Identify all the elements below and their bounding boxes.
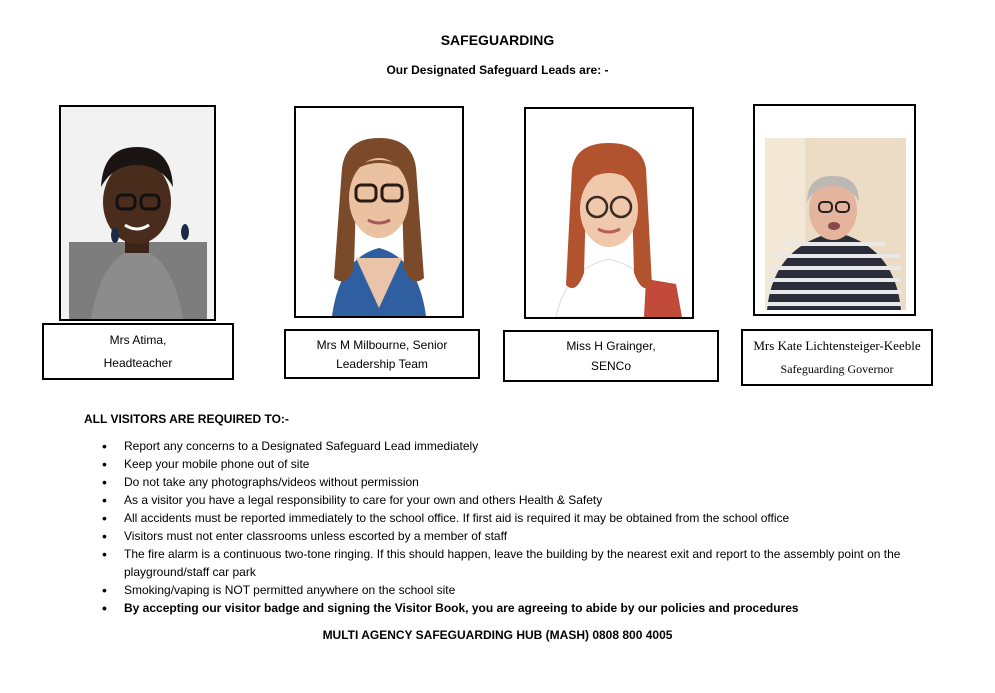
lead-caption-milbourne	[284, 329, 480, 379]
mash-contact: MULTI AGENCY SAFEGUARDING HUB (MASH) 0808 800 4005	[322, 628, 673, 642]
lead-caption-grainger	[503, 330, 719, 382]
visitors-heading: ALL VISITORS ARE REQUIRED TO:-	[84, 412, 289, 426]
lead-name: Mrs Kate Lichtensteiger-Keeble	[753, 338, 921, 354]
list-item: • Smoking/vaping is NOT permitted anywhere on the school site	[100, 581, 920, 599]
list-item: • Do not take any photographs/videos without permission	[100, 473, 920, 491]
lead-name: Miss H Grainger,	[566, 339, 656, 353]
lead-role: SENCo	[590, 359, 631, 373]
lead-role: Safeguarding Governor	[780, 361, 894, 376]
lead-role: Leadership Team	[336, 356, 428, 371]
list-item: • As a visitor you have a legal responsibility to care for your own and others Health & Safety	[100, 491, 920, 509]
list-item: • Report any concerns to a Designated Safeguard Lead immediately	[100, 437, 920, 455]
list-item: • Keep your mobile phone out of site	[100, 455, 920, 473]
page-title: SAFEGUARDING	[440, 32, 555, 48]
list-item: • The fire alarm is a continuous two-tone ringing. If this should happen, leave the building by the nearest exit and report to the assembly point on the playground/staff car park	[100, 545, 920, 581]
lead-name: Mrs M Milbourne, Senior	[316, 337, 448, 352]
list-item: • By accepting our visitor badge and signing the Visitor Book, you are agreeing to abide by our policies and procedures	[100, 599, 920, 617]
lead-caption-lichtensteiger-keeble	[741, 329, 933, 386]
lead-photo-atima	[59, 105, 216, 321]
visitor-rules-list	[100, 437, 920, 617]
lead-name: Mrs Atima,	[109, 333, 167, 348]
page-subtitle: Our Designated Safeguard Leads are: -	[386, 63, 609, 77]
lead-photo-milbourne	[294, 106, 464, 318]
list-item: • Visitors must not enter classrooms unless escorted by a member of staff	[100, 527, 920, 545]
lead-photo-grainger	[524, 107, 694, 319]
lead-role: Headteacher	[103, 355, 173, 370]
lead-photo-lichtensteiger-keeble	[753, 104, 916, 316]
list-item: • All accidents must be reported immediately to the school office. If first aid is required it may be obtained from the school office	[100, 509, 920, 527]
lead-caption-atima	[42, 323, 234, 380]
